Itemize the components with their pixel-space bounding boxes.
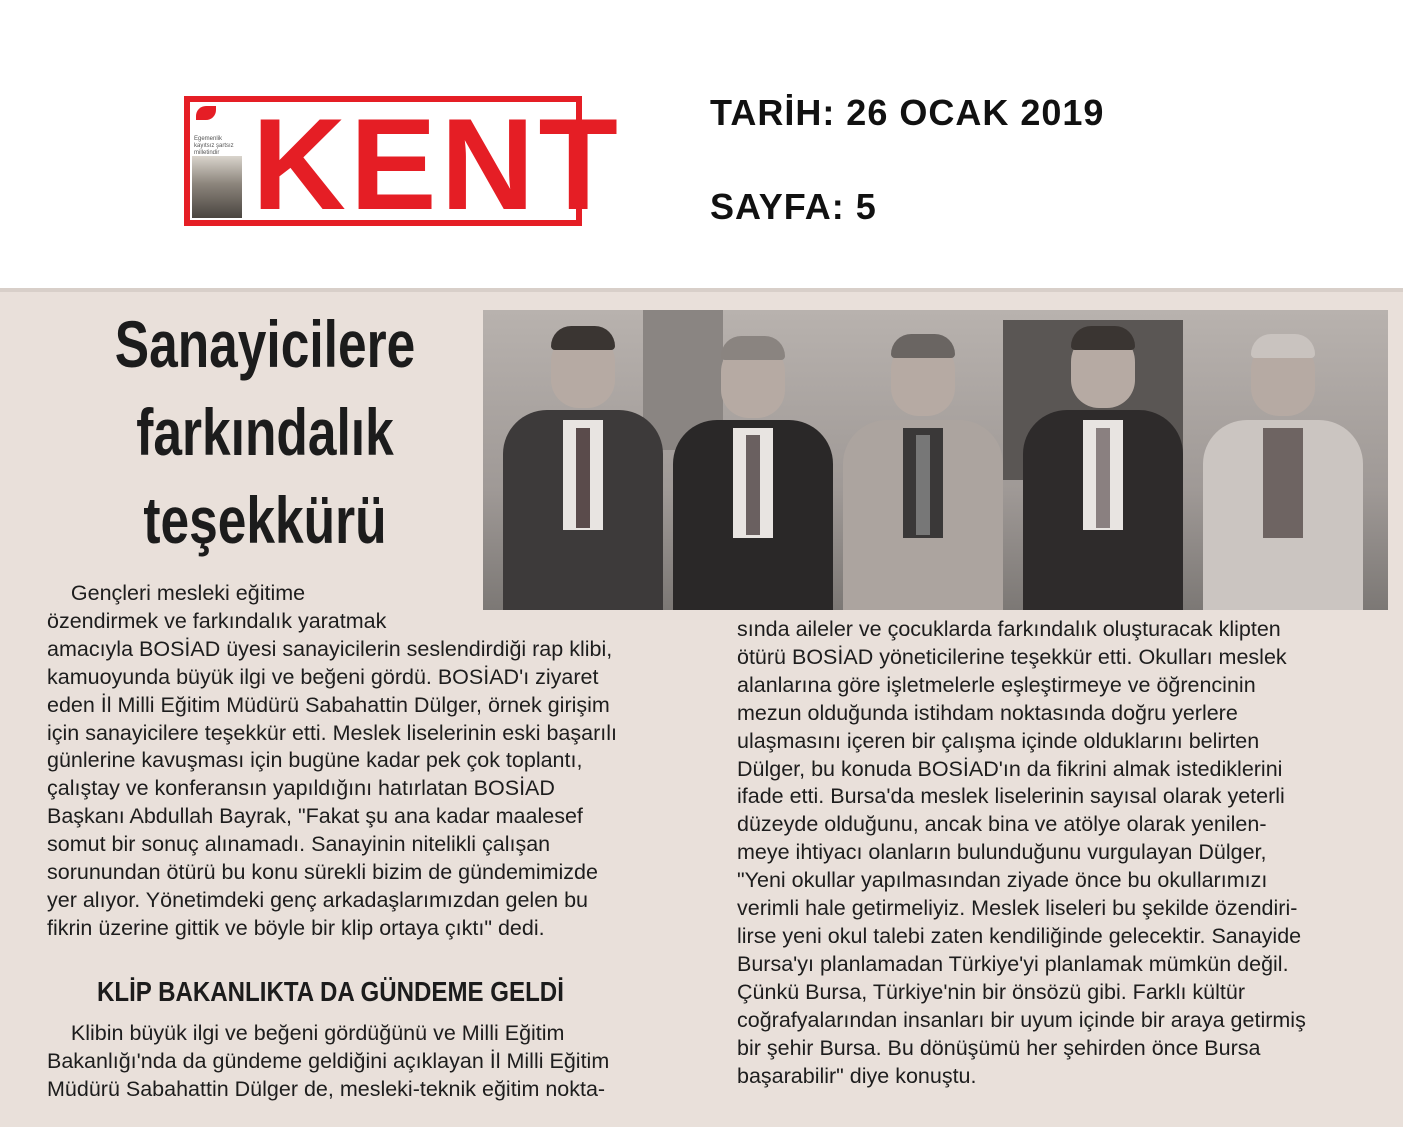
left-line-3: amacıyla BOSİAD üyesi sanayicilerin seslendirdiği rap klibi, — [47, 636, 613, 661]
article-right-column — [737, 616, 1306, 1090]
left-line-12: yer alıyor. Yönetimdeki genç arkadaşlarımızdan gelen bu — [47, 887, 588, 912]
logo-text: KENT — [252, 91, 622, 237]
right-line-6: Dülger, bu konuda BOSİAD'ın da fikrini almak istediklerini — [737, 756, 1283, 781]
right-line-1: sında aileler ve çocuklarda farkındalık oluşturacak klipten — [737, 617, 1281, 641]
right-line-8: düzeyde olduğunu, ancak bina ve atölye olarak yenilen- — [737, 812, 1267, 837]
left2-line-3: Müdürü Sabahattin Dülger de, mesleki-teknik eğitim nokta- — [47, 1076, 606, 1101]
left-line-13: fikrin üzerine gittik ve böyle bir klip ortaya çıktı" dedi. — [47, 915, 545, 940]
left-line-7: günlerine kavuşması için bugüne kadar pek çok toplantı, — [47, 748, 583, 773]
right-line-12: lirse yeni okul talebi zaten kendiliğinde gelecektir. Sanayide — [737, 923, 1302, 948]
right-line-17: başarabilir" diye konuştu. — [737, 1063, 977, 1088]
headline-line-1: Sanayicilere — [114, 307, 416, 381]
left-line-4: kamuoyunda büyük ilgi ve beğeni gördü. BOSİAD'ı ziyaret — [47, 664, 599, 689]
left-line-5: eden İl Milli Eğitim Müdürü Sabahattin Dülger, örnek girişim — [47, 692, 610, 717]
article-subheading: KLİP BAKANLIKTA DA GÜNDEME GELDİ — [97, 976, 564, 1007]
left2-line-2: Bakanlığı'nda da gündeme geldiğini açıklayan İl Milli Eğitim — [47, 1048, 610, 1073]
left-line-2: özendirmek ve farkındalık yaratmak — [47, 608, 387, 633]
right-line-4: mezun olduğunda istihdam noktasında doğru yerlere — [737, 700, 1238, 725]
right-line-15: coğrafyalarından insanları bir uyum içinde bir araya getirmiş — [737, 1007, 1306, 1032]
article-left-column-2 — [47, 1020, 609, 1104]
logo-background — [190, 91, 622, 237]
right-line-11: verimli hale getirmeliyiz. Meslek liseleri bu şekilde özendiri- — [737, 896, 1298, 921]
ataturk-portrait-image — [192, 156, 242, 218]
article-photo — [483, 310, 1388, 610]
right-line-3: alanlarına göre işletmelerle eşleştirmeye ve öğrencinin — [737, 672, 1256, 697]
headline-line-2: farkındalık — [136, 395, 394, 469]
right-line-16: bir şehir Bursa. Bu dönüşümü her şehirden önce Bursa — [737, 1035, 1261, 1060]
right-line-14: Çünkü Bursa, Türkiye'nin bir önsözü gibi. Farklı kültür — [737, 979, 1245, 1004]
left-line-1: Gençleri mesleki eğitime — [47, 581, 306, 605]
left-line-9: Başkanı Abdullah Bayrak, "Fakat şu ana kadar maalesef — [47, 804, 583, 829]
right-line-13: Bursa'yı planlamadan Türkiye'yi planlamak mümkün değil. — [737, 951, 1289, 976]
date-line: TARİH: 26 OCAK 2019 — [710, 92, 1105, 133]
headline-line-3: teşekkürü — [143, 483, 387, 557]
right-line-5: ulaşmasını içeren bir çalışma içinde olduklarını belirten — [737, 728, 1260, 753]
right-line-2: ötürü BOSİAD yöneticilerine teşekkür etti. Okulları meslek — [737, 644, 1287, 669]
kent-logo — [184, 91, 622, 237]
right-line-7: ifade etti. Bursa'da meslek liselerinin sayısal olarak yeterli — [737, 784, 1285, 809]
left-line-8: çalıştay ve konferansın yapıldığını hatırlatan BOSİAD — [47, 776, 555, 801]
page-line: SAYFA: 5 — [710, 186, 877, 227]
left-line-10: somut bir sonuç alınamadı. Sanayinin nitelikli çalışan — [47, 832, 551, 857]
left-line-11: sorunundan ötürü bu konu sürekli bizim de gündemimizde — [47, 860, 598, 885]
left2-line-1: Klibin büyük ilgi ve beğeni gördüğünü ve Milli Eğitim — [47, 1021, 565, 1045]
logo-mark-icon — [196, 106, 216, 120]
right-line-10: "Yeni okullar yapılmasından ziyade önce bu okullarımızı — [737, 868, 1268, 893]
article-left-column — [47, 580, 617, 943]
left-line-6: için sanayicilere teşekkür etti. Meslek liselerinin eski başarılı — [47, 720, 617, 745]
right-line-9: meye ihtiyacı olanların bulunduğunu vurgulayan Dülger, — [737, 840, 1267, 865]
logo-slogan: Egemenlik kayıtsız şartsız milletindir — [194, 136, 234, 156]
article-headline — [105, 300, 425, 564]
clipping-edge — [0, 288, 1403, 292]
